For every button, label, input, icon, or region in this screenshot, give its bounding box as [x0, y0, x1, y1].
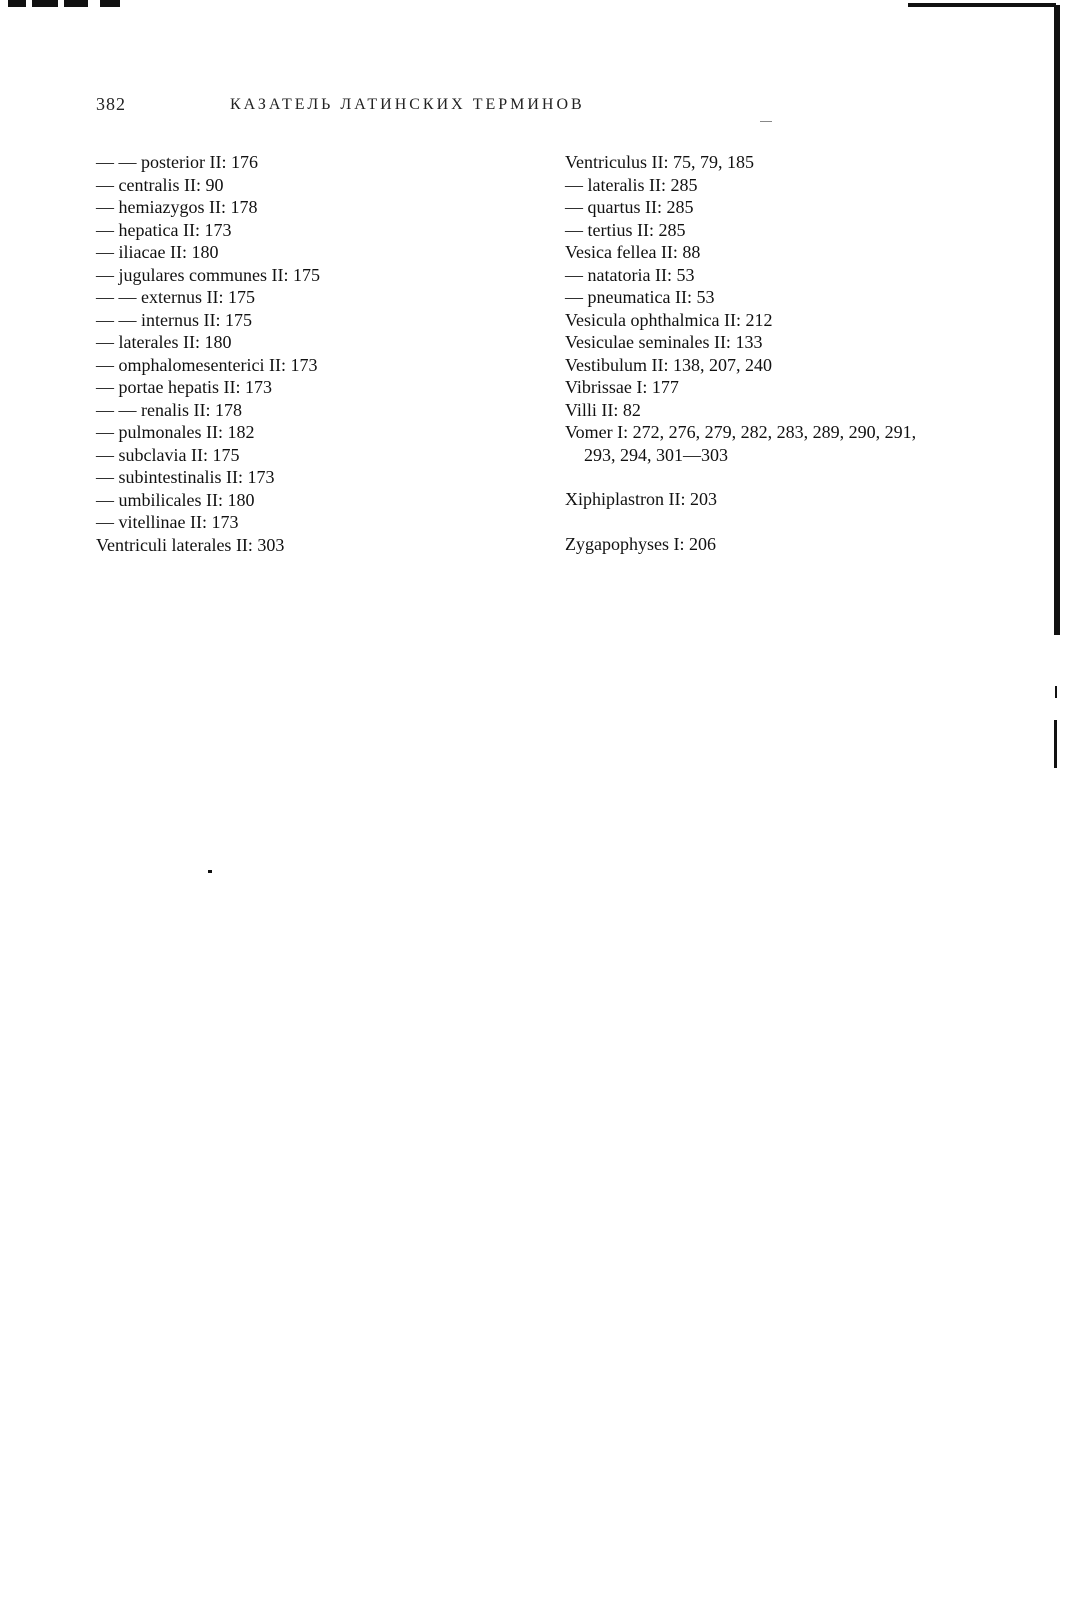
index-column-right — [565, 151, 1035, 555]
index-entry-continuation: 293, 294, 301—303 — [584, 444, 728, 465]
scan-stray-dot — [208, 870, 212, 873]
index-entry: — natatoria II: 53 — [565, 264, 695, 285]
index-entry: — quartus II: 285 — [565, 197, 694, 217]
index-entry: — subintestinalis II: 173 — [96, 467, 275, 487]
index-entry: — — externus II: 175 — [96, 287, 255, 307]
index-entry: — centralis II: 90 — [96, 174, 224, 195]
scan-edge-dot — [1055, 686, 1057, 698]
index-entry: Xiphiplastron II: 203 — [565, 489, 717, 509]
index-entry: — laterales II: 180 — [96, 332, 232, 352]
index-entry: — tertius II: 285 — [565, 219, 686, 240]
index-entry: — jugulares communes II: 175 — [96, 264, 320, 285]
header-dash — [760, 121, 772, 122]
index-entry: — — internus II: 175 — [96, 309, 252, 330]
index-entry: — portae hepatis II: 173 — [96, 377, 272, 397]
index-entry: — pneumatica II: 53 — [565, 287, 715, 307]
index-entry: — hemiazygos II: 178 — [96, 197, 258, 217]
index-entry: — subclavia II: 175 — [96, 444, 240, 465]
index-entry: Ventriculus II: 75, 79, 185 — [565, 152, 754, 172]
index-entry: — umbilicales II: 180 — [96, 489, 255, 510]
running-head: КАЗАТЕЛЬ ЛАТИНСКИХ ТЕРМИНОВ — [230, 96, 585, 113]
index-entry: — iliacae II: 180 — [96, 242, 219, 262]
scan-edge-right-lower — [1054, 720, 1057, 768]
index-entry: Vesicula ophthalmica II: 212 — [565, 309, 773, 330]
index-entry: — lateralis II: 285 — [565, 174, 698, 195]
scan-edge-top — [908, 3, 1056, 7]
index-entry: — hepatica II: 173 — [96, 219, 232, 240]
index-entry: — omphalomesenterici II: 173 — [96, 354, 318, 375]
index-entry: Ventriculi laterales II: 303 — [96, 534, 285, 555]
index-entry: Zygapophyses I: 206 — [565, 533, 716, 554]
index-entry: — vitellinae II: 173 — [96, 512, 239, 532]
index-entry: Villi II: 82 — [565, 399, 641, 420]
index-entry: Vesica fellea II: 88 — [565, 242, 701, 262]
page-number: 382 — [96, 94, 126, 114]
index-entry: — — renalis II: 178 — [96, 399, 242, 420]
index-entry: Vesiculae seminales II: 133 — [565, 332, 763, 352]
scan-artifact-top-left — [8, 0, 120, 9]
index-entry: — — posterior II: 176 — [96, 152, 258, 172]
scan-edge-right — [1054, 5, 1060, 635]
index-column-left — [96, 151, 536, 556]
index-entry: Vibrissae I: 177 — [565, 377, 679, 397]
index-entry: Vomer I: 272, 276, 279, 282, 283, 289, 290, 291, — [565, 422, 917, 442]
index-entry: — pulmonales II: 182 — [96, 422, 255, 442]
index-entry: Vestibulum II: 138, 207, 240 — [565, 354, 772, 375]
